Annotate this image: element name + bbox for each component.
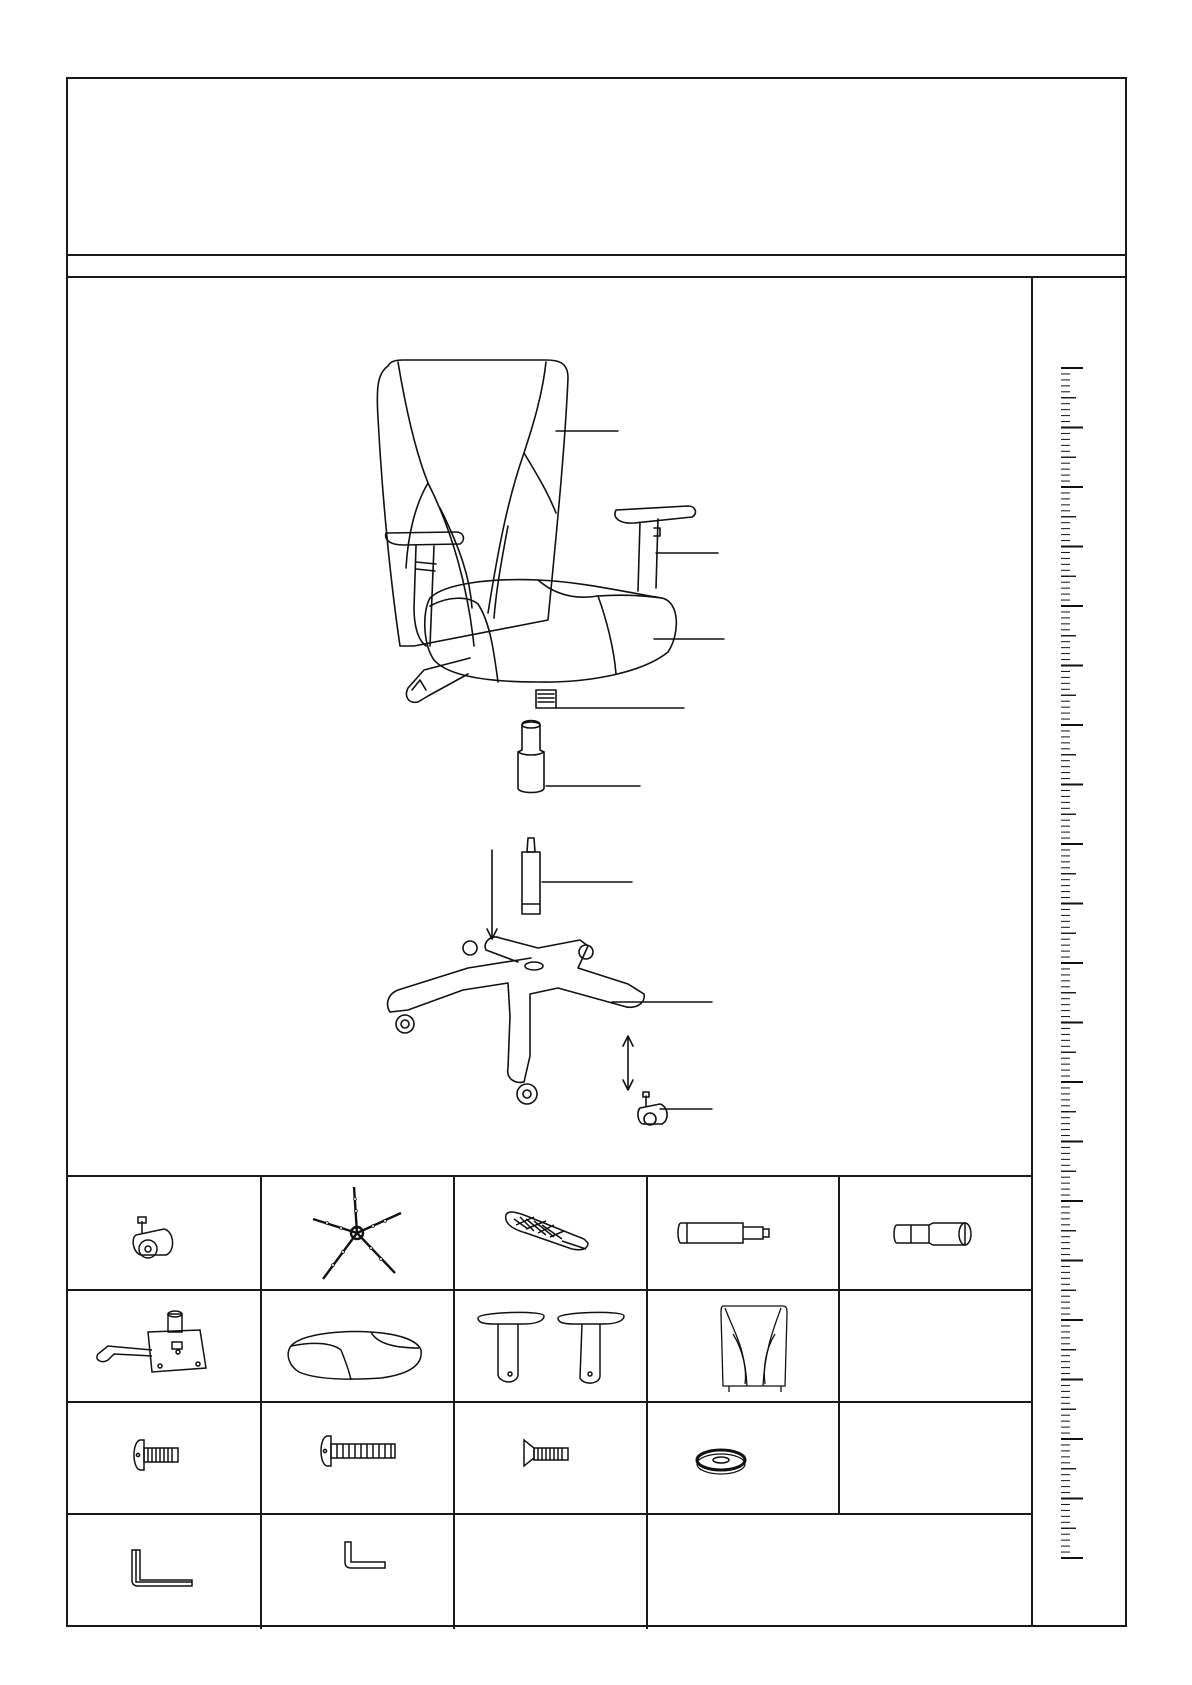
short-bolt-icon xyxy=(68,1402,261,1514)
assembly-diagram xyxy=(68,278,1031,1175)
gas-lift-drawing xyxy=(522,838,540,914)
caster-icon xyxy=(68,1177,261,1290)
backrest-icon xyxy=(647,1290,839,1402)
part-cell-gas-cylinder xyxy=(647,1177,839,1290)
part-cell-empty-1 xyxy=(839,1290,1031,1402)
parts-list-grid xyxy=(68,1175,1031,1627)
cylinder-cover-icon xyxy=(839,1177,1031,1290)
page-frame xyxy=(66,77,1127,1627)
measuring-ruler xyxy=(1031,278,1127,1627)
part-cell-backrest xyxy=(647,1290,839,1402)
part-cell-empty-2 xyxy=(839,1402,1031,1514)
base-drawing xyxy=(388,937,645,1104)
part-cell-tilt-mechanism xyxy=(68,1290,261,1402)
star-base-icon xyxy=(261,1177,454,1290)
part-cell-empty-3 xyxy=(454,1514,647,1629)
part-cell-short-bolt xyxy=(68,1402,261,1514)
part-cell-washer xyxy=(647,1402,839,1514)
header-box xyxy=(68,79,1125,256)
insert-arrow xyxy=(487,850,497,939)
base-leg-icon xyxy=(454,1177,647,1290)
part-cell-long-bolt xyxy=(261,1402,454,1514)
part-cell-caster xyxy=(68,1177,261,1290)
armrests-icon xyxy=(454,1290,647,1402)
countersunk-bolt-icon xyxy=(454,1402,647,1514)
long-bolt-icon xyxy=(261,1402,454,1514)
part-cell-small-allen-key xyxy=(261,1514,454,1629)
part-cell-large-allen-key xyxy=(68,1514,261,1629)
large-allen-key-icon xyxy=(68,1514,261,1629)
part-cell-star-base xyxy=(261,1177,454,1290)
gas-cylinder-icon xyxy=(647,1177,839,1290)
tilt-mechanism-icon xyxy=(68,1290,261,1402)
gas-lift-cover-drawing xyxy=(518,721,544,793)
header-strip xyxy=(68,256,1125,278)
caster-arrow xyxy=(623,1036,633,1090)
backrest-drawing xyxy=(377,360,568,646)
ruler-ticks xyxy=(1033,278,1127,1627)
mechanism-drawing xyxy=(406,658,556,708)
exploded-chair-drawing xyxy=(68,278,1031,1175)
part-cell-empty-4 xyxy=(647,1514,1031,1629)
part-cell-base-leg xyxy=(454,1177,647,1290)
washer-icon xyxy=(647,1402,839,1514)
right-armrest-drawing xyxy=(615,506,696,591)
part-cell-armrests xyxy=(454,1290,647,1402)
small-allen-key-icon xyxy=(261,1514,454,1629)
part-cell-seat-cushion xyxy=(261,1290,454,1402)
seat-cushion-icon xyxy=(261,1290,454,1402)
part-cell-countersunk-bolt xyxy=(454,1402,647,1514)
part-cell-cylinder-cover xyxy=(839,1177,1031,1290)
